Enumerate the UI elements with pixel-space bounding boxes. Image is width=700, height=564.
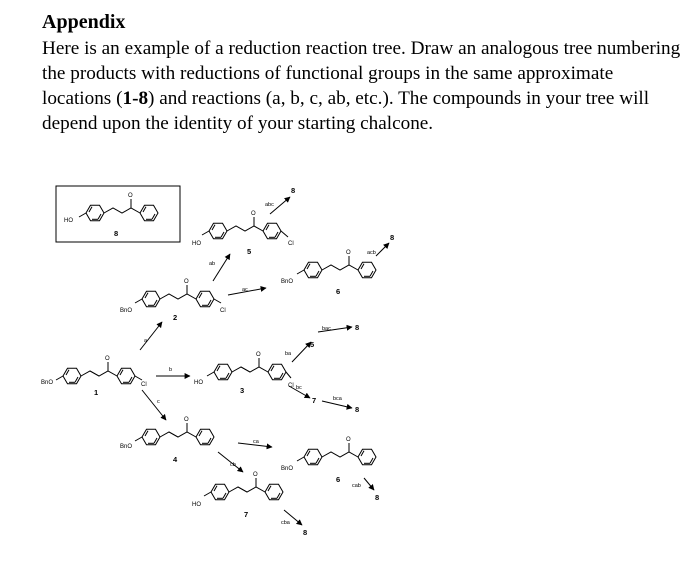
compound-1-cl: Cl <box>141 382 147 388</box>
example-ho-label: HO <box>64 218 73 224</box>
compound-7-ho: HO <box>192 502 201 508</box>
rx-b: b <box>169 367 173 373</box>
product-8-abc: 8 <box>291 186 296 195</box>
compound-3-cl: Cl <box>288 383 294 389</box>
rx-c: c <box>157 399 160 405</box>
compound-3-ho: HO <box>194 380 203 386</box>
instructions-text-1: Here is an example of a reduction reaction tree. Draw an analogous tree numbering the products with reductions of functional groups in the same approximate locations ( <box>42 38 681 109</box>
compound-7 <box>192 472 283 519</box>
compound-6-top-o: O <box>346 250 351 256</box>
compound-5-ho: HO <box>192 241 201 247</box>
rx-abc: abc <box>265 202 274 208</box>
compound-7-label: 7 <box>244 510 249 519</box>
compound-5 <box>192 211 294 256</box>
compound-1-bno: BnO <box>41 380 54 386</box>
instructions-compound-range: 1-8 <box>122 88 149 109</box>
rx-cba: cba <box>281 520 290 526</box>
example-compound <box>64 193 158 238</box>
compound-6-top <box>281 250 376 296</box>
compound-3 <box>194 352 294 395</box>
compound-4-o: O <box>184 417 189 423</box>
compound-6-bottom-bno: BnO <box>281 466 294 472</box>
instructions-text-2: ) and reactions (a, b, c, ab, etc.). The compounds in your tree will depend upon the identity of your starting chalcone. <box>42 88 650 134</box>
product-8-cba: 8 <box>303 528 308 537</box>
compound-6-top-bno: BnO <box>281 279 294 285</box>
product-5-ba: 5 <box>310 340 315 349</box>
example-o-label: O <box>128 193 133 199</box>
compound-7-o: O <box>253 472 258 478</box>
compound-5-label: 5 <box>247 247 252 256</box>
rx-a: a <box>144 338 148 344</box>
product-8-cab: 8 <box>375 493 380 502</box>
compound-6-bottom-label: 6 <box>336 475 341 484</box>
compound-1-label: 1 <box>94 388 99 397</box>
compound-1 <box>41 356 147 397</box>
product-8-bac: 8 <box>355 323 360 332</box>
compound-5-o: O <box>251 211 256 217</box>
appendix-heading: Appendix <box>42 11 126 33</box>
compound-4-label: 4 <box>173 455 178 464</box>
rx-bca: bca <box>333 396 342 402</box>
compound-5-cl: Cl <box>288 241 294 247</box>
compound-6-bottom <box>281 437 376 484</box>
product-8-acb: 8 <box>390 233 395 242</box>
compound-2 <box>120 279 226 322</box>
compound-3-label: 3 <box>240 386 245 395</box>
rx-ab: ab <box>209 261 216 267</box>
rx-bac: bac <box>322 326 331 332</box>
rx-ba: ba <box>285 351 292 357</box>
compound-3-o: O <box>256 352 261 358</box>
compound-2-label: 2 <box>173 313 178 322</box>
compound-1-o: O <box>105 356 110 362</box>
compound-2-bno: BnO <box>120 308 133 314</box>
rx-cb: cb <box>230 462 236 468</box>
compound-2-o: O <box>184 279 189 285</box>
product-8-bca: 8 <box>355 405 360 414</box>
compound-2-cl: Cl <box>220 308 226 314</box>
rx-ca: ca <box>253 439 259 445</box>
product-7-bc: 7 <box>312 396 317 405</box>
compound-6-top-label: 6 <box>336 287 341 296</box>
compound-4 <box>120 417 214 464</box>
example-label-8: 8 <box>114 229 119 238</box>
rx-acb: acb <box>367 250 376 256</box>
rx-bc: bc <box>296 385 302 391</box>
compound-4-bno: BnO <box>120 444 133 450</box>
compound-6-bottom-o: O <box>346 437 351 443</box>
rx-cab: cab <box>352 483 361 489</box>
rx-ac: ac <box>242 287 248 293</box>
